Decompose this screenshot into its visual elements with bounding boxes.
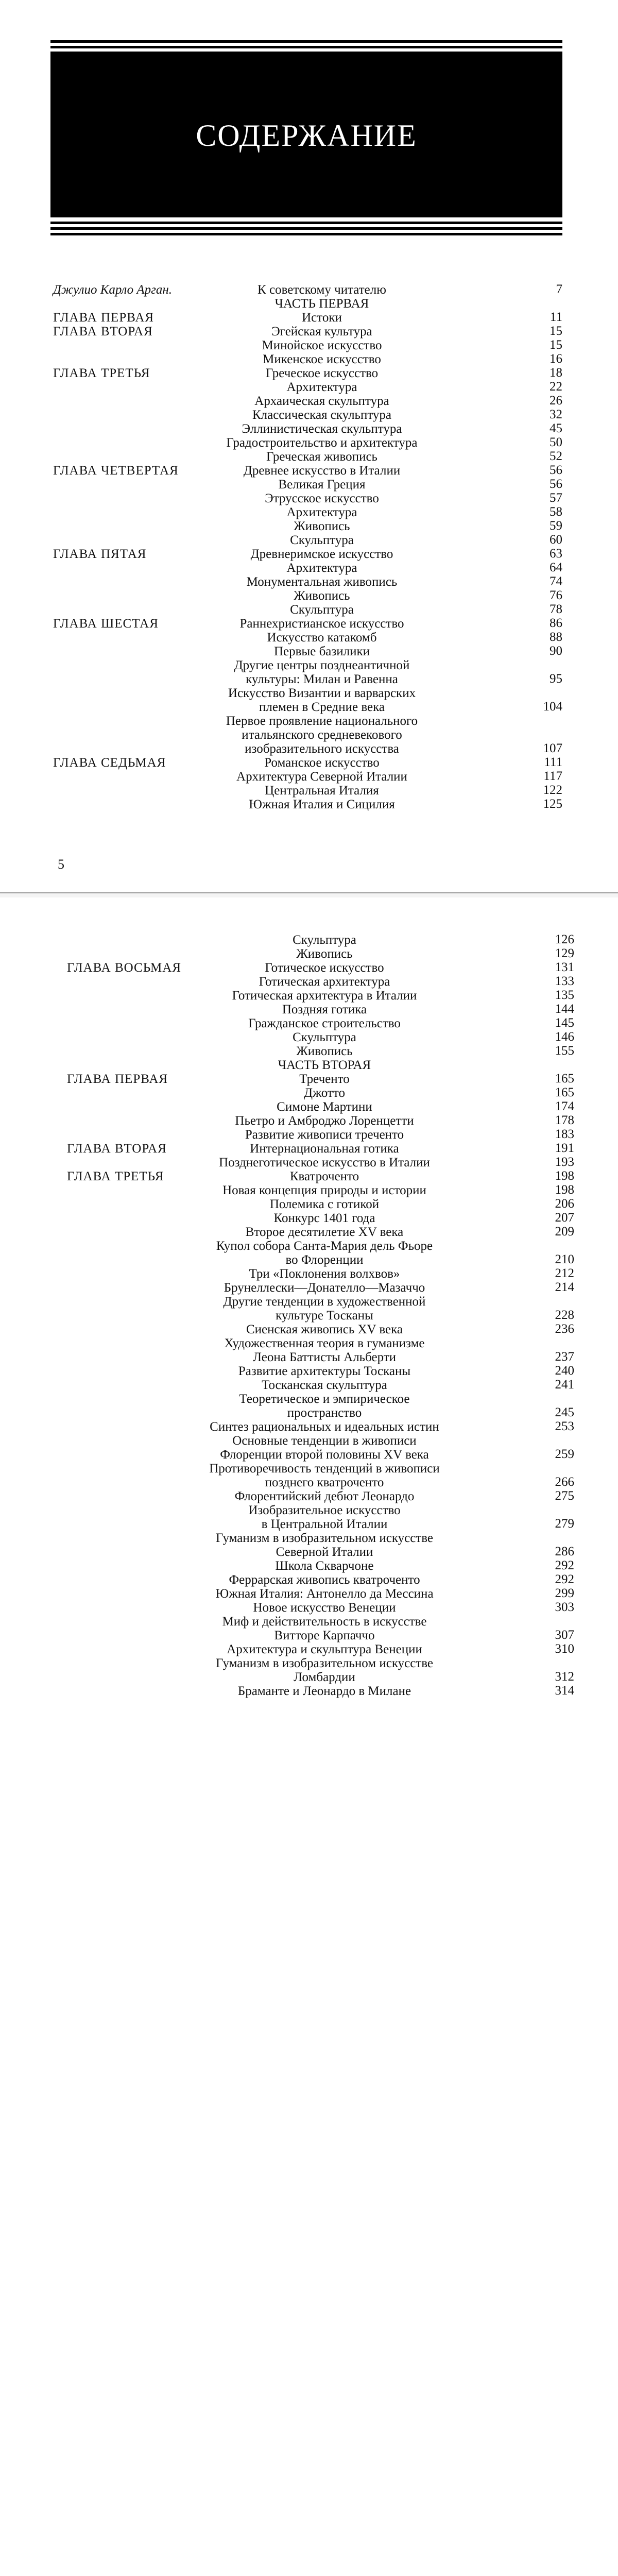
toc-entry [0, 450, 618, 464]
toc-entry [0, 645, 618, 658]
toc-entry [0, 533, 618, 547]
entry-page-number: 104 [543, 700, 562, 714]
toc-entry [0, 311, 618, 325]
entry-page-number: 198 [555, 1169, 574, 1183]
entry-page-number: 15 [550, 338, 562, 352]
toc-entry [0, 297, 618, 311]
page-number: 5 [58, 857, 64, 872]
entry-page-number: 18 [550, 366, 562, 380]
entry-title: Развитие архитектуры Тосканы [238, 1364, 411, 1378]
entry-page-number: 228 [555, 1308, 574, 1322]
title-banner [50, 54, 562, 217]
toc-entry [0, 1503, 618, 1531]
toc-entry [0, 1267, 618, 1281]
toc-entry [0, 1295, 618, 1323]
entry-title: Синтез рациональных и идеальных истин [210, 1420, 439, 1434]
chapter-label: ГЛАВА СЕДЬМАЯ [53, 756, 166, 770]
toc-entry [0, 1225, 618, 1239]
chapter-label: ГЛАВА ВТОРАЯ [67, 1142, 167, 1156]
entry-title: Гуманизм в изобразительном искусстве Северной Италии [215, 1531, 433, 1559]
chapter-label: ГЛАВА ПЯТАЯ [53, 547, 147, 561]
toc-entry [0, 338, 618, 352]
toc-entry [0, 519, 618, 533]
entry-title: Живопись [294, 589, 350, 603]
entry-page-number: 237 [555, 1350, 574, 1364]
toc-entry [0, 505, 618, 519]
toc-entry [0, 325, 618, 338]
entry-page-number: 131 [555, 960, 574, 974]
entry-title: ЧАСТЬ ПЕРВАЯ [274, 297, 369, 311]
toc-entry [0, 1142, 618, 1156]
entry-page-number: 236 [555, 1322, 574, 1336]
toc-entry [0, 561, 618, 575]
entry-title: Треченто [299, 1072, 350, 1086]
entry-title: Живопись [296, 947, 353, 961]
entry-page-number: 241 [555, 1378, 574, 1392]
entry-page-number: 22 [550, 380, 562, 394]
toc-entry [0, 617, 618, 631]
entry-page-number: 210 [555, 1252, 574, 1266]
toc-entry [0, 380, 618, 394]
toc-list [0, 283, 618, 811]
entry-title: Скульптура [293, 1030, 356, 1044]
entry-title: Флорентийский дебют Леонардо [234, 1489, 415, 1503]
entry-page-number: 206 [555, 1197, 574, 1211]
toc-entry [0, 989, 618, 1003]
entry-title: Полемика с готикой [269, 1197, 380, 1211]
entry-title: Архитектура [286, 505, 357, 519]
entry-title: Скульптура [290, 533, 354, 547]
toc-entry [0, 1587, 618, 1601]
toc-entry [0, 1684, 618, 1698]
entry-title: Греческое искусство [265, 366, 379, 380]
toc-entry [0, 478, 618, 492]
toc-entry [0, 1156, 618, 1170]
entry-title: Архитектура [286, 380, 357, 394]
toc-entry [0, 1044, 618, 1058]
entry-page-number: 193 [555, 1155, 574, 1169]
toc-page-1 [0, 0, 618, 892]
toc-entry [0, 1197, 618, 1211]
entry-page-number: 122 [543, 783, 562, 797]
toc-entry [0, 1114, 618, 1128]
entry-title: Гражданское строительство [248, 1016, 401, 1030]
chapter-label: ГЛАВА ШЕСТАЯ [53, 617, 159, 631]
entry-title: Купол собора Санта-Мария дель Фьоре во Флоренции [216, 1239, 433, 1267]
toc-entry [0, 658, 618, 686]
entry-title: Три «Поклонения волхвов» [249, 1267, 400, 1281]
toc-entry [0, 352, 618, 366]
entry-title: Поздняя готика [282, 1003, 367, 1016]
page-title: СОДЕРЖАНИЕ [196, 118, 417, 152]
entry-page-number: 214 [555, 1280, 574, 1294]
entry-title: Архитектура [286, 561, 357, 575]
entry-title: Развитие живописи треченто [245, 1128, 404, 1142]
chapter-label: ГЛАВА ПЕРВАЯ [67, 1072, 168, 1086]
toc-entry [0, 933, 618, 947]
entry-page-number: 78 [550, 602, 562, 616]
chapter-label: ГЛАВА ВТОРАЯ [53, 325, 153, 338]
entry-page-number: 259 [555, 1447, 574, 1461]
entry-title: Конкурс 1401 года [273, 1211, 375, 1225]
entry-page-number: 155 [555, 1044, 574, 1058]
entry-title: Искусство катакомб [267, 631, 377, 645]
entry-title: Раннехристианское искусство [239, 617, 404, 631]
toc-entry [0, 422, 618, 436]
entry-page-number: 56 [550, 477, 562, 491]
entry-page-number: 198 [555, 1183, 574, 1197]
entry-title: Кватроченто [289, 1170, 359, 1183]
toc-list [0, 933, 618, 1698]
entry-page-number: 299 [555, 1586, 574, 1600]
entry-page-number: 207 [555, 1211, 574, 1225]
toc-entry [0, 975, 618, 989]
toc-entry [0, 1100, 618, 1114]
entry-title: Позднеготическое искусство в Италии [219, 1156, 430, 1170]
entry-title: Монументальная живопись [246, 575, 398, 589]
entry-page-number: 240 [555, 1364, 574, 1378]
entry-page-number: 56 [550, 463, 562, 477]
toc-entry [0, 1462, 618, 1489]
toc-entry [0, 1058, 618, 1072]
entry-title: ЧАСТЬ ВТОРАЯ [278, 1058, 371, 1072]
entry-page-number: 63 [550, 547, 562, 561]
entry-page-number: 133 [555, 974, 574, 988]
toc-entry [0, 1030, 618, 1044]
entry-title: Миф и действительность в искусстве Витторе Карпаччо [222, 1615, 427, 1642]
entry-title: Новая концепция природы и истории [222, 1183, 426, 1197]
entry-page-number: 165 [555, 1086, 574, 1099]
entry-page-number: 279 [555, 1517, 574, 1531]
entry-title: Готическая архитектура [259, 975, 390, 989]
entry-title: Эллинистическая скульптура [242, 422, 402, 436]
entry-title: Изобразительное искусство в Центральной Италии [248, 1503, 401, 1531]
entry-page-number: 292 [555, 1572, 574, 1586]
entry-page-number: 174 [555, 1099, 574, 1113]
header-rules-bottom [50, 222, 562, 239]
entry-page-number: 286 [555, 1545, 574, 1558]
toc-entry [0, 1489, 618, 1503]
entry-page-number: 266 [555, 1475, 574, 1489]
toc-entry [0, 1281, 618, 1295]
toc-entry [0, 1656, 618, 1684]
entry-title: Интернациональная готика [250, 1142, 399, 1156]
toc-entry [0, 1016, 618, 1030]
toc-entry [0, 394, 618, 408]
entry-page-number: 245 [555, 1405, 574, 1419]
entry-title: Художественная теория в гуманизме Леона Баттисты Альберти [224, 1336, 425, 1364]
entry-page-number: 146 [555, 1030, 574, 1044]
toc-entry [0, 1573, 618, 1587]
entry-title: Готическая архитектура в Италии [232, 989, 417, 1003]
chapter-label: ГЛАВА ТРЕТЬЯ [67, 1170, 164, 1183]
toc-entry [0, 1086, 618, 1100]
entry-title: Градостроительство и архитектура [226, 436, 418, 450]
entry-title: Романское искусство [264, 756, 380, 770]
toc-page-2 [0, 897, 618, 1787]
entry-title: Противоречивость тенденций в живописи позднего кватроченто [209, 1462, 440, 1489]
entry-page-number: 126 [555, 933, 574, 946]
toc-entry [0, 436, 618, 450]
entry-page-number: 303 [555, 1600, 574, 1614]
entry-title: Древнее искусство в Италии [243, 464, 401, 478]
entry-title: Живопись [294, 519, 350, 533]
toc-entry [0, 1170, 618, 1183]
entry-page-number: 312 [555, 1670, 574, 1684]
entry-page-number: 191 [555, 1141, 574, 1155]
entry-page-number: 64 [550, 561, 562, 574]
entry-title: Другие центры позднеантичной культуры: Милан и Равенна [234, 658, 410, 686]
entry-page-number: 307 [555, 1628, 574, 1642]
entry-title: Истоки [302, 311, 342, 325]
entry-page-number: 117 [543, 769, 562, 783]
entry-title: Сиенская живопись XV века [246, 1323, 403, 1336]
entry-title: Греческая живопись [266, 450, 377, 464]
entry-title: Симоне Мартини [277, 1100, 372, 1114]
entry-page-number: 178 [555, 1113, 574, 1127]
entry-page-number: 314 [555, 1684, 574, 1698]
entry-title: Джотто [304, 1086, 345, 1100]
entry-page-number: 45 [550, 421, 562, 435]
toc-entry [0, 1323, 618, 1336]
entry-title: Новое искусство Венеции [253, 1601, 396, 1615]
entry-page-number: 74 [550, 574, 562, 588]
entry-page-number: 11 [550, 310, 562, 324]
entry-title: Архитектура Северной Италии [236, 770, 407, 784]
toc-entry [0, 947, 618, 961]
entry-page-number: 58 [550, 505, 562, 519]
entry-title: Тосканская скульптура [262, 1378, 387, 1392]
entry-title: Брунеллески—Донателло—Мазаччо [224, 1281, 425, 1295]
entry-page-number: 310 [555, 1642, 574, 1656]
entry-title: Первые базилики [273, 645, 370, 658]
entry-title: Браманте и Леонардо в Милане [237, 1684, 411, 1698]
toc-entry [0, 408, 618, 422]
toc-entry [0, 1434, 618, 1462]
entry-page-number: 95 [550, 672, 562, 686]
entry-title: Гуманизм в изобразительном искусстве Ломбардии [215, 1656, 433, 1684]
entry-page-number: 60 [550, 533, 562, 547]
entry-page-number: 165 [555, 1072, 574, 1086]
entry-title: Теоретическое и эмпирическое пространство [239, 1392, 410, 1420]
toc-entry [0, 547, 618, 561]
entry-page-number: 59 [550, 519, 562, 533]
toc-entry [0, 283, 618, 297]
entry-title: Готическое искусство [265, 961, 384, 975]
chapter-label: ГЛАВА ПЕРВАЯ [53, 311, 154, 325]
entry-page-number: 129 [555, 946, 574, 960]
entry-page-number: 111 [544, 755, 562, 769]
toc-entry [0, 961, 618, 975]
entry-title: Великая Греция [278, 478, 366, 492]
toc-entry [0, 1392, 618, 1420]
entry-page-number: 90 [550, 644, 562, 658]
entry-title: Эгейская культура [271, 325, 372, 338]
entry-title: Искусство Византии и варварских племен в Средние века [228, 686, 416, 714]
toc-entry [0, 1615, 618, 1642]
entry-title: Архаическая скульптура [254, 394, 389, 408]
toc-entry [0, 1420, 618, 1434]
entry-title: Феррарская живопись кватроченто [229, 1573, 420, 1587]
entry-page-number: 145 [555, 1016, 574, 1030]
entry-page-number: 209 [555, 1225, 574, 1239]
entry-page-number: 50 [550, 435, 562, 449]
author-label: Джулио Карло Арган. [53, 283, 173, 297]
entry-page-number: 88 [550, 630, 562, 644]
entry-title: Южная Италия: Антонелло да Мессина [215, 1587, 434, 1601]
toc-entry [0, 366, 618, 380]
entry-page-number: 183 [555, 1127, 574, 1141]
toc-entry [0, 1531, 618, 1559]
entry-title: Скульптура [290, 603, 354, 617]
entry-page-number: 135 [555, 988, 574, 1002]
toc-entry [0, 1003, 618, 1016]
toc-entry [0, 1378, 618, 1392]
entry-page-number: 292 [555, 1558, 574, 1572]
entry-page-number: 86 [550, 616, 562, 630]
entry-title: Минойское искусство [262, 338, 382, 352]
toc-entry [0, 589, 618, 603]
entry-page-number: 16 [550, 352, 562, 366]
toc-entry [0, 1642, 618, 1656]
entry-title: Южная Италия и Сицилия [249, 798, 395, 811]
entry-page-number: 144 [555, 1002, 574, 1016]
toc-entry [0, 798, 618, 811]
entry-page-number: 275 [555, 1489, 574, 1503]
toc-entry [0, 1601, 618, 1615]
entry-title: Другие тенденции в художественной культуре Тосканы [223, 1295, 426, 1323]
chapter-label: ГЛАВА ЧЕТВЕРТАЯ [53, 464, 179, 478]
entry-page-number: 212 [555, 1266, 574, 1280]
entry-page-number: 32 [550, 408, 562, 421]
toc-entry [0, 1336, 618, 1364]
toc-entry [0, 603, 618, 617]
entry-page-number: 26 [550, 394, 562, 408]
entry-title: Скульптура [293, 933, 356, 947]
chapter-label: ГЛАВА ВОСЬМАЯ [67, 961, 182, 975]
toc-entry [0, 464, 618, 478]
entry-title: Второе десятилетие XV века [245, 1225, 404, 1239]
entry-title: Пьетро и Амброджо Лоренцетти [235, 1114, 414, 1128]
toc-entry [0, 686, 618, 714]
chapter-label: ГЛАВА ТРЕТЬЯ [53, 366, 150, 380]
toc-entry [0, 1072, 618, 1086]
entry-page-number: 125 [543, 797, 562, 811]
entry-title: К советскому читателю [258, 283, 386, 297]
entry-page-number: 52 [550, 449, 562, 463]
toc-entry [0, 492, 618, 505]
entry-title: Микенское искусство [263, 352, 381, 366]
toc-entry [0, 1183, 618, 1197]
toc-entry [0, 1239, 618, 1267]
entry-title: Архитектура и скульптура Венеции [227, 1642, 422, 1656]
toc-entry [0, 770, 618, 784]
entry-title: Этрусское искусство [265, 492, 379, 505]
entry-page-number: 15 [550, 324, 562, 338]
toc-entry [0, 631, 618, 645]
toc-entry [0, 756, 618, 770]
toc-entry [0, 1211, 618, 1225]
entry-title: Школа Скварчоне [275, 1559, 374, 1573]
toc-entry [0, 1559, 618, 1573]
entry-title: Центральная Италия [265, 784, 379, 798]
entry-page-number: 76 [550, 588, 562, 602]
entry-title: Древнеримское искусство [250, 547, 393, 561]
entry-page-number: 253 [555, 1419, 574, 1433]
entry-title: Первое проявление национального итальянского средневекового изобразительного искусства [226, 714, 418, 756]
toc-entry [0, 1128, 618, 1142]
entry-title: Живопись [296, 1044, 353, 1058]
entry-page-number: 57 [550, 491, 562, 505]
toc-entry [0, 1364, 618, 1378]
entry-page-number: 107 [543, 741, 562, 755]
entry-page-number: 7 [556, 282, 562, 296]
toc-entry [0, 784, 618, 798]
toc-entry [0, 575, 618, 589]
toc-entry [0, 714, 618, 756]
entry-title: Классическая скульптура [252, 408, 392, 422]
entry-title: Основные тенденции в живописи Флоренции второй половины XV века [220, 1434, 429, 1462]
